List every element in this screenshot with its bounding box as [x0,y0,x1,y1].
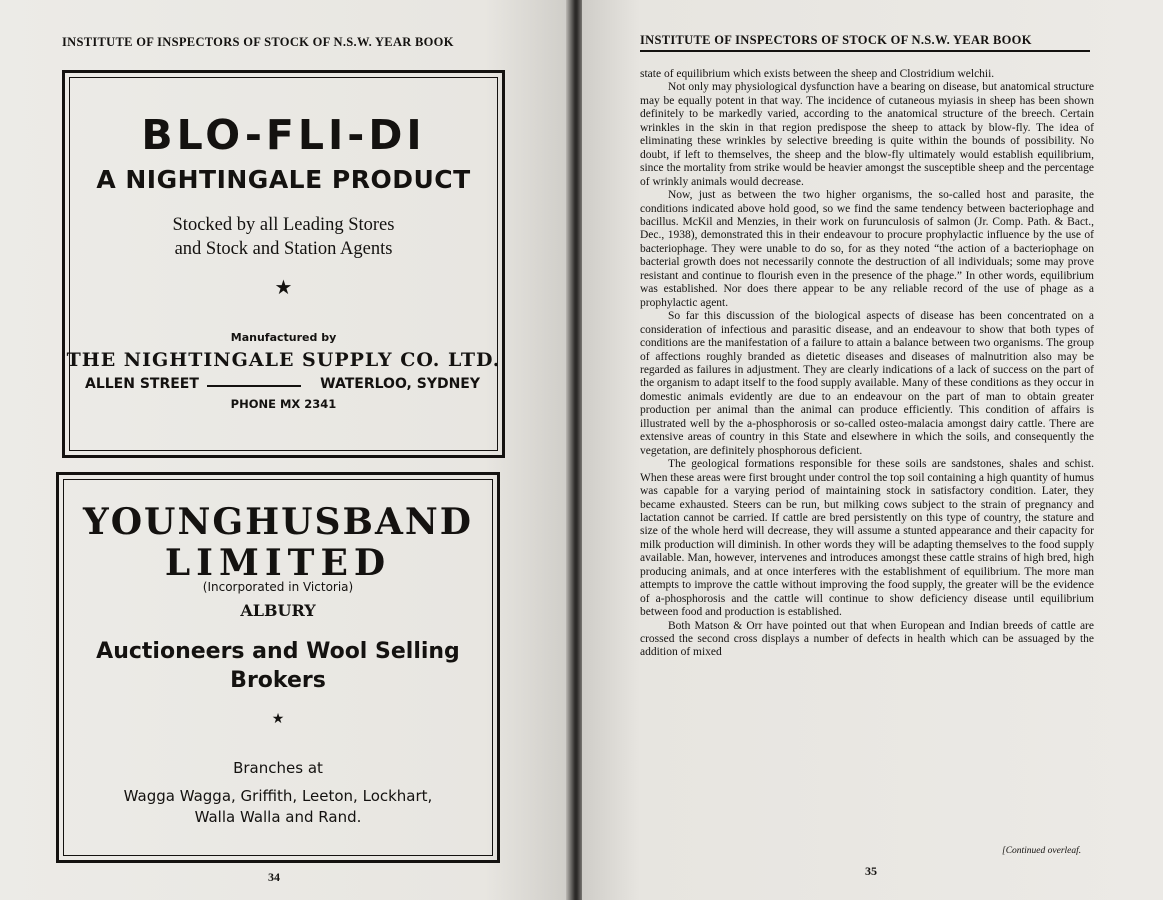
ad-company-name: LIMITED [164,542,392,584]
ad-brand: BLO-FLI-DI [141,111,426,159]
ad-company-name: THE NIGHTINGALE SUPPLY CO. LTD. [66,349,501,371]
ad-phone: PHONE MX 2341 [230,397,337,411]
right-page [582,0,1163,900]
star-icon: ★ [274,277,293,299]
ad-company-name: YOUNGHUSBAND [83,501,473,543]
article-body [640,68,1094,660]
younghusband-advertisement [56,472,500,863]
ad-stocked-line: Stocked by all Leading Stores [172,215,395,235]
ad-tagline: A NIGHTINGALE PRODUCT [96,165,471,194]
ad-town: WATERLOO, SYDNEY [320,376,480,392]
running-head: INSTITUTE OF INSPECTORS OF STOCK OF N.S.W. YEAR BOOK [62,35,454,49]
ad-branches-list: Walla Walla and Rand. [194,808,362,826]
paragraph: Both Matson & Orr have pointed out that when European and Indian breeds of cattle are crossed the second cross displays a number of defects in health which can be assuaged by the addition of mixed [640,619,1094,659]
paragraph: Now, just as between the two higher organisms, the so-called host and parasite, the conditions indicated above hold good, so we find the same tendency between bacteriophage and bacillus. McKil and Menzies, in their work on furunculosis of salmon (Jr. Comp. Path. & Bact., Dec., 1938), demonstrated this in their endeavour to procure prophylactic influence by the use of bacteriophage. They were unable to do so, for as they noted “the action of a bacteriophage on bacterial growth does not necessarily connote the destruction of all individuals; some may prove resistant and continue to flourish even in the presence of the phage.” In other words, equilibrium was established. Nor does there appear to be any reliable record of the use of phage as a prophylactic agent. [640,189,1094,309]
star-icon: ★ [271,712,285,727]
page-number: 35 [865,864,877,878]
ad-town: ALBURY [240,601,316,620]
ad-stocked-line: and Stock and Station Agents [174,239,393,259]
paragraph: state of equilibrium which exists between the sheep and Clostridium welchii. [640,68,995,80]
header-rule [640,50,1090,52]
ad-business: Brokers [230,668,326,693]
paragraph: The geological formations responsible for these soils are sandstones, shales and schist. When these areas were first brought under control the top soil containing a high quantity of humus was capable for a varying period of maintaining stock in satisfactory condition. Later, they became exhausted. Steers can be run, but milking cows subject to the strain of pregnancy and lactation cannot be carried. If cattle are bred persistently on this type of country, the stature and size of the whole herd will decrease, they will assume a stunted appearance and their capacity for milk production will diminish. In other words they will be adapting themselves to the food supply available. Man, however, intervenes and introduces amongst these cattle strains of high bred, high producing animals, and at once interferes with the establishment of equilibrium. The more man attempts to improve the cattle without improving the food supply, the greater will be the evidence of a-phosphorosis and the cattle will continue to show deficiency disease until equilibrium between food and production is established. [640,458,1094,619]
ad-address-rule [207,385,301,387]
page-number: 34 [268,870,280,884]
paragraph: Not only may physiological dysfunction have a bearing on disease, but anatomical structure may be equally potent in that way. The incidence of cutaneous myiasis in sheep has been shown definitely to be markedly varied, according to the anatomical structure of the breech. Certain wrinkles in the skin in that region predispose the sheep to attack by blow-fly. The idea of eliminating these wrinkles by selective breeding is quite within the bounds of possibility. No doubt, if left to themselves, the sheep and the blow-fly ultimately would establish equilibrium, since the mortality from strike would be heavier amongst the susceptible sheep and the percentage of wrinkly animals would decrease. [640,81,1094,188]
ad-manufactured-by: Manufactured by [230,331,337,344]
blo-fli-di-advertisement [62,70,505,458]
ad-branches-label: Branches at [233,759,323,777]
running-head: INSTITUTE OF INSPECTORS OF STOCK OF N.S.W. YEAR BOOK [640,33,1032,47]
left-page [0,0,570,900]
ad-branches-list: Wagga Wagga, Griffith, Leeton, Lockhart, [123,787,433,805]
ad-street: ALLEN STREET [85,376,199,392]
ad-business: Auctioneers and Wool Selling [96,639,460,664]
paragraph: So far this discussion of the biological aspects of disease has been concentrated on a consideration of infectious and parasitic disease, and an endeavour to show that both types of conditions are the manifestation of a failure to attain a balance between two organisms. The group of affections roughly branded as dietetic diseases and diseases of malnutrition also may be regarded as failures in adjustment. They are clearly indications of a lack of success on the part of the organism to adapt itself to the food supply available. Many of these conditions as they occur in domestic animals evidently are due to an endeavour on the part of man to obtain greater production per animal than the animal can produce efficiently. This condition of affairs is illustrated well by the a-phosphorosis or so-called osteo-malacia amongst dairy cattle. There are extensive areas of country in this State and elsewhere in which the soils, and consequently the vegetation, are definitely phosphorous deficient. [640,310,1094,457]
ad-incorporated: (Incorporated in Victoria) [202,580,354,594]
continued-overleaf: [Continued overleaf. [1002,846,1082,856]
